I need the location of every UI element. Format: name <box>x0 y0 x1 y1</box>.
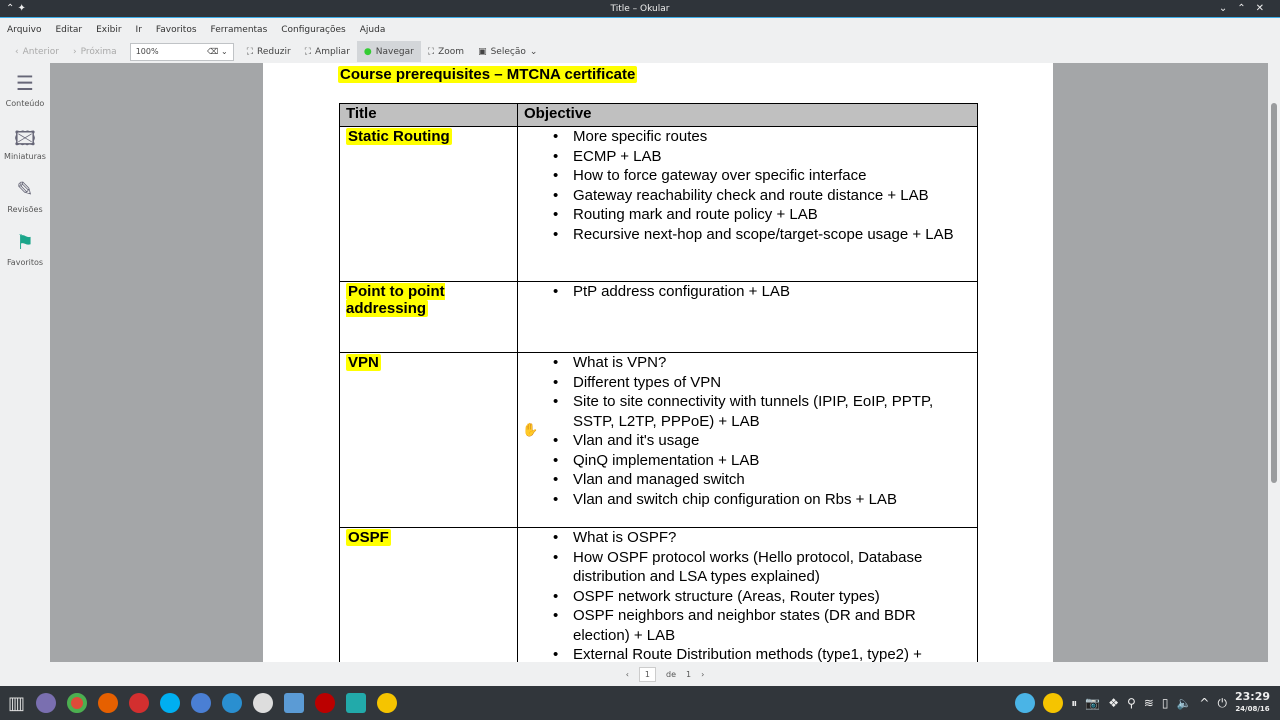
row-title: Point to point addressing <box>346 283 445 317</box>
window-menu-icon[interactable]: ⌃ ✦ <box>6 3 26 14</box>
list-item: • PtP address configuration + LAB <box>573 282 967 302</box>
row-title: Static Routing <box>348 128 450 145</box>
next-button[interactable] <box>66 41 124 62</box>
sidebar-item-reviews[interactable] <box>0 169 50 222</box>
sidebar-label: Miniaturas <box>4 152 46 161</box>
browser-icon[interactable] <box>191 693 211 713</box>
title-bar <box>0 0 1280 18</box>
page-navigator <box>50 662 1280 686</box>
zoom-combo[interactable] <box>130 43 234 61</box>
row-title: OSPF <box>348 529 389 546</box>
document-view[interactable] <box>50 63 1268 662</box>
firefox-icon[interactable] <box>98 693 118 713</box>
volume-icon[interactable]: 🔈 <box>1176 696 1192 710</box>
table-row <box>340 127 978 282</box>
okular-icon[interactable] <box>346 693 366 713</box>
next-page-icon[interactable]: › <box>701 669 705 679</box>
zoom-in-label: Ampliar <box>315 46 350 57</box>
vertical-scrollbar[interactable] <box>1268 63 1280 662</box>
list-item: • OSPF network structure (Areas, Router types) <box>573 587 967 607</box>
system-tray <box>1015 686 1270 720</box>
filezilla-icon[interactable] <box>315 693 335 713</box>
zoom-out-icon: ⛶ <box>246 46 253 57</box>
table-row <box>340 353 978 528</box>
list-item: • How to force gateway over specific interface <box>573 166 967 186</box>
selection-tool-button[interactable] <box>471 41 544 62</box>
list-item: • Recursive next-hop and scope/target-scope usage + LAB <box>573 225 967 245</box>
chevron-left-icon: ‹ <box>15 46 19 57</box>
hand-icon: ● <box>363 46 372 57</box>
prev-page-icon[interactable]: ‹ <box>625 669 629 679</box>
list-item: • What is VPN? <box>573 353 967 373</box>
zoom-tool-icon: ⛶ <box>427 46 435 57</box>
browse-label: Navegar <box>375 46 414 57</box>
power-icon[interactable]: ⏻ <box>1217 695 1227 710</box>
list-item: • Gateway reachability check and route distance + LAB <box>573 186 967 206</box>
scrollbar-thumb[interactable] <box>1271 103 1277 483</box>
app-icon[interactable] <box>222 693 242 713</box>
next-label: Próxima <box>80 46 117 57</box>
app-launcher-icon[interactable]: ▥ <box>8 692 26 714</box>
taskbar <box>0 686 1280 720</box>
menu-ferramentas[interactable]: Ferramentas <box>210 24 268 35</box>
menu-editar[interactable]: Editar <box>55 24 83 35</box>
skype-icon[interactable] <box>160 693 180 713</box>
list-icon: ☰ <box>16 71 34 95</box>
app-icon[interactable] <box>253 693 273 713</box>
list-item: • What is OSPF? <box>573 528 967 548</box>
list-item: • External Route Distribution methods (type1, type2) + <box>573 645 967 662</box>
menu-ajuda[interactable]: Ajuda <box>359 24 386 35</box>
sidebar-item-bookmarks[interactable] <box>0 222 50 275</box>
clock[interactable] <box>1235 691 1270 715</box>
chevron-up-icon[interactable]: ^ <box>1199 696 1210 710</box>
previous-button[interactable] <box>8 41 66 62</box>
list-item: • How OSPF protocol works (Hello protocol, Database distribution and LSA types explained) <box>573 548 967 587</box>
image-icon: 🖾 <box>14 126 36 150</box>
selection-label: Seleção <box>490 46 526 57</box>
list-item: • ECMP + LAB <box>573 147 967 167</box>
menu-ir[interactable]: Ir <box>135 24 142 35</box>
chevron-down-icon: ⌄ <box>529 46 538 57</box>
row-title: VPN <box>348 354 379 371</box>
bookmark-icon: ⚑ <box>16 230 34 254</box>
list-item: • More specific routes <box>573 127 967 147</box>
list-item: • Site to site connectivity with tunnels (IPIP, EoIP, PPTP, SSTP, L2TP, PPPoE) + LAB <box>573 392 967 431</box>
document-page <box>263 63 1053 662</box>
sidebar-label: Conteúdo <box>5 99 45 108</box>
list-item: • Vlan and switch chip configuration on Rbs + LAB <box>573 490 967 510</box>
list-item: • QinQ implementation + LAB <box>573 451 967 471</box>
document-heading <box>338 66 637 83</box>
network-icon[interactable]: ⚲ <box>1127 696 1136 710</box>
clear-chevron-down-icon[interactable]: ⌫ ⌄ <box>207 46 228 56</box>
list-item: • Vlan and managed switch <box>573 470 967 490</box>
tray-player-icon[interactable] <box>1043 693 1063 713</box>
sidebar-label: Favoritos <box>6 258 44 267</box>
table-row <box>340 282 978 353</box>
image-viewer-icon[interactable] <box>284 693 304 713</box>
menu-arquivo[interactable]: Arquivo <box>7 24 42 35</box>
window-controls[interactable]: ⌄⌃✕ <box>1218 3 1274 14</box>
camera-icon[interactable]: 📷 <box>1085 696 1101 710</box>
previous-label: Anterior <box>22 46 59 57</box>
selection-icon: ▣ <box>478 46 487 57</box>
hand-cursor-icon: ✋ <box>522 423 539 438</box>
sidebar-item-thumbnails[interactable] <box>0 116 50 169</box>
pen-icon: ✎ <box>16 177 34 201</box>
clipboard-icon[interactable]: ▯ <box>1161 696 1169 710</box>
media-player-icon[interactable] <box>377 693 397 713</box>
window-title: Title – Okular <box>610 4 670 14</box>
sidebar-label: Revisões <box>7 205 43 214</box>
zoom-tool-button[interactable] <box>421 41 471 62</box>
pager-icon[interactable] <box>36 693 56 713</box>
menu-exibir[interactable]: Exibir <box>96 24 122 35</box>
zoom-label: Zoom <box>438 46 465 57</box>
table-row <box>340 528 978 663</box>
list-item: • OSPF neighbors and neighbor states (DR and BDR election) + LAB <box>573 606 967 645</box>
dropbox-icon[interactable]: ❖ <box>1108 696 1119 710</box>
clock-time: 23:29 <box>1234 690 1270 703</box>
sidebar-item-contents[interactable] <box>0 63 50 116</box>
prerequisites-table <box>339 103 978 662</box>
heading-text: Course prerequisites – MTCNA certificate <box>340 66 636 83</box>
zoom-in-icon: ⛶ <box>304 46 312 57</box>
page-number-input[interactable]: 1 <box>639 667 656 682</box>
zoom-out-button[interactable] <box>240 41 298 62</box>
list-item: • Routing mark and route policy + LAB <box>573 205 967 225</box>
page-total: 1 <box>686 669 692 679</box>
header-objective: Objective <box>518 104 978 127</box>
zoom-value: 100% <box>135 46 159 56</box>
menu-favoritos[interactable]: Favoritos <box>155 24 197 35</box>
chrome-icon[interactable] <box>67 693 87 713</box>
page-of-label: de <box>666 669 676 679</box>
tray-app-icon[interactable] <box>1015 693 1035 713</box>
header-title: Title <box>340 104 518 127</box>
toolbar <box>0 40 1280 63</box>
list-item: • Vlan and it's usage <box>573 431 967 451</box>
zoom-in-button[interactable] <box>298 41 357 62</box>
browse-tool-button[interactable] <box>357 41 421 62</box>
zoom-out-label: Reduzir <box>257 46 291 57</box>
table-header <box>340 104 978 127</box>
clock-date: 24/08/16 <box>1235 705 1270 713</box>
list-item: • Different types of VPN <box>573 373 967 393</box>
menu-configuracoes[interactable]: Configurações <box>281 24 346 35</box>
wifi-icon[interactable]: ≋ <box>1143 696 1154 710</box>
vivaldi-icon[interactable] <box>129 693 149 713</box>
chevron-right-icon: › <box>72 46 77 57</box>
menu-bar <box>0 19 1280 40</box>
sidebar <box>0 63 50 663</box>
pause-icon[interactable]: ⏸ <box>1071 695 1078 710</box>
